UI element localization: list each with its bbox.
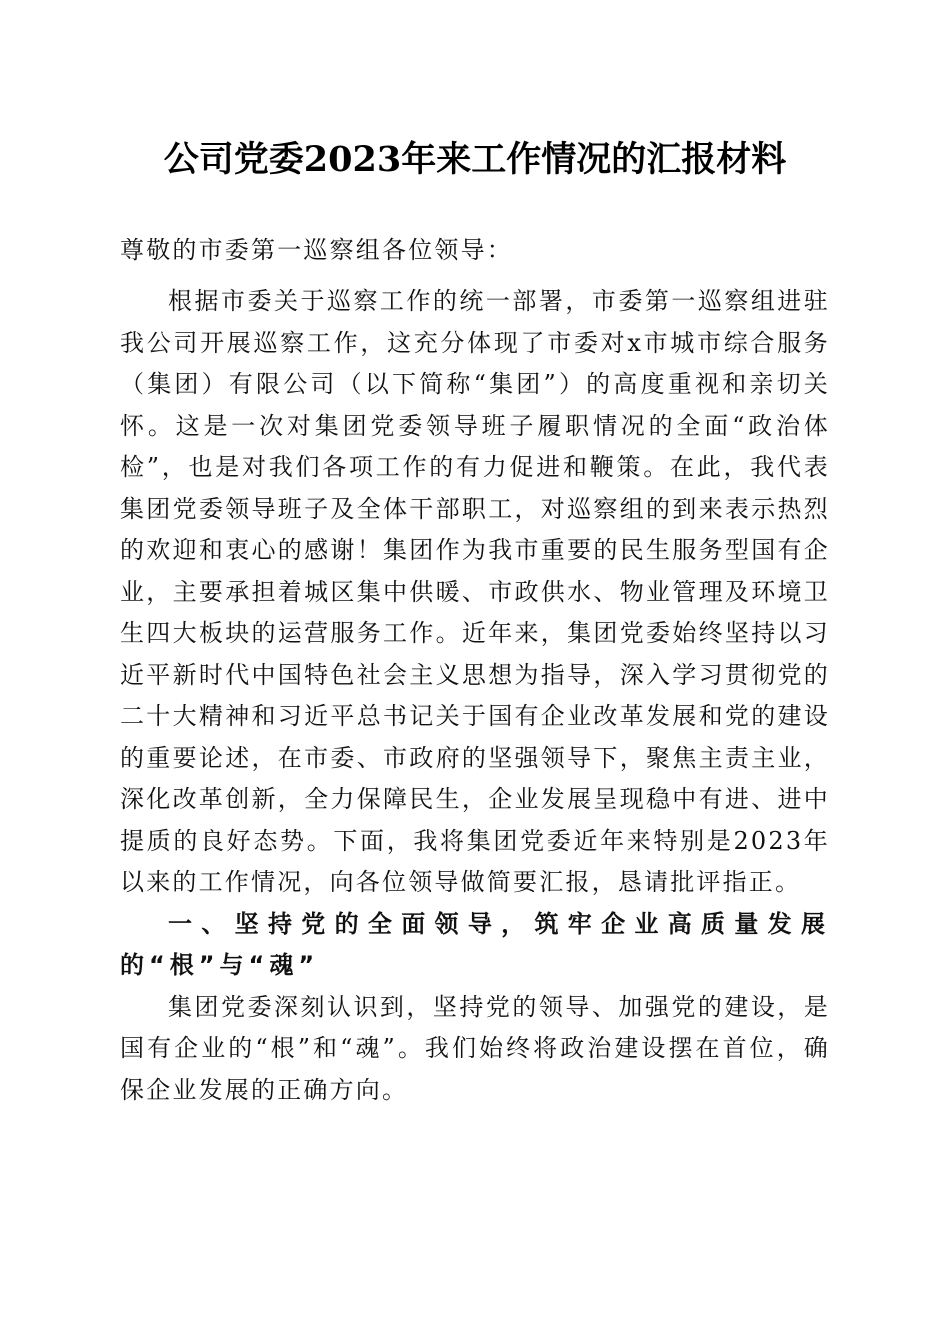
section-1-paragraph: 集团党委深刻认识到，坚持党的领导、加强党的建设，是国有企业的“根”和“魂”。我们始终将政治建设摆在首位，确保企业发展的正确方向。	[120, 992, 830, 1104]
salutation: 尊敬的市委第一巡察组各位领导：	[120, 236, 513, 264]
document-title: 公司党委2023年来工作情况的汇报材料	[163, 139, 787, 180]
section-1-heading: 一、坚持党的全面领导，筑牢企业高质量发展的“根”与“魂”	[120, 909, 830, 979]
document-body	[120, 281, 830, 1111]
salutation-block	[120, 230, 830, 272]
intro-paragraph: 根据市委关于巡察工作的统一部署，市委第一巡察组进驻我公司开展巡察工作，这充分体现了市委对x市城市综合服务（集团）有限公司（以下简称“集团”）的高度重视和亲切关怀。这是一次对集团党委领导班子履职情况的全面“政治体检”，也是对我们各项工作的有力促进和鞭策。在此，我代表集团党委领导班子及全体干部职工，对巡察组的到来表示热烈的欢迎和衷心的感谢！集团作为我市重要的民生服务型国有企业，主要承担着城区集中供暖、市政供水、物业管理及环境卫生四大板块的运营服务工作。近年来，集团党委始终坚持以习近平新时代中国特色社会主义思想为指导，深入学习贯彻党的二十大精神和习近平总书记关于国有企业改革发展和党的建设的重要论述，在市委、市政府的坚强领导下，聚焦主责主业，深化改革创新，全力保障民生，企业发展呈现稳中有进、进中提质的良好态势。下面，我将集团党委近年来特别是2023年以来的工作情况，向各位领导做简要汇报，恳请批评指正。	[120, 287, 830, 896]
